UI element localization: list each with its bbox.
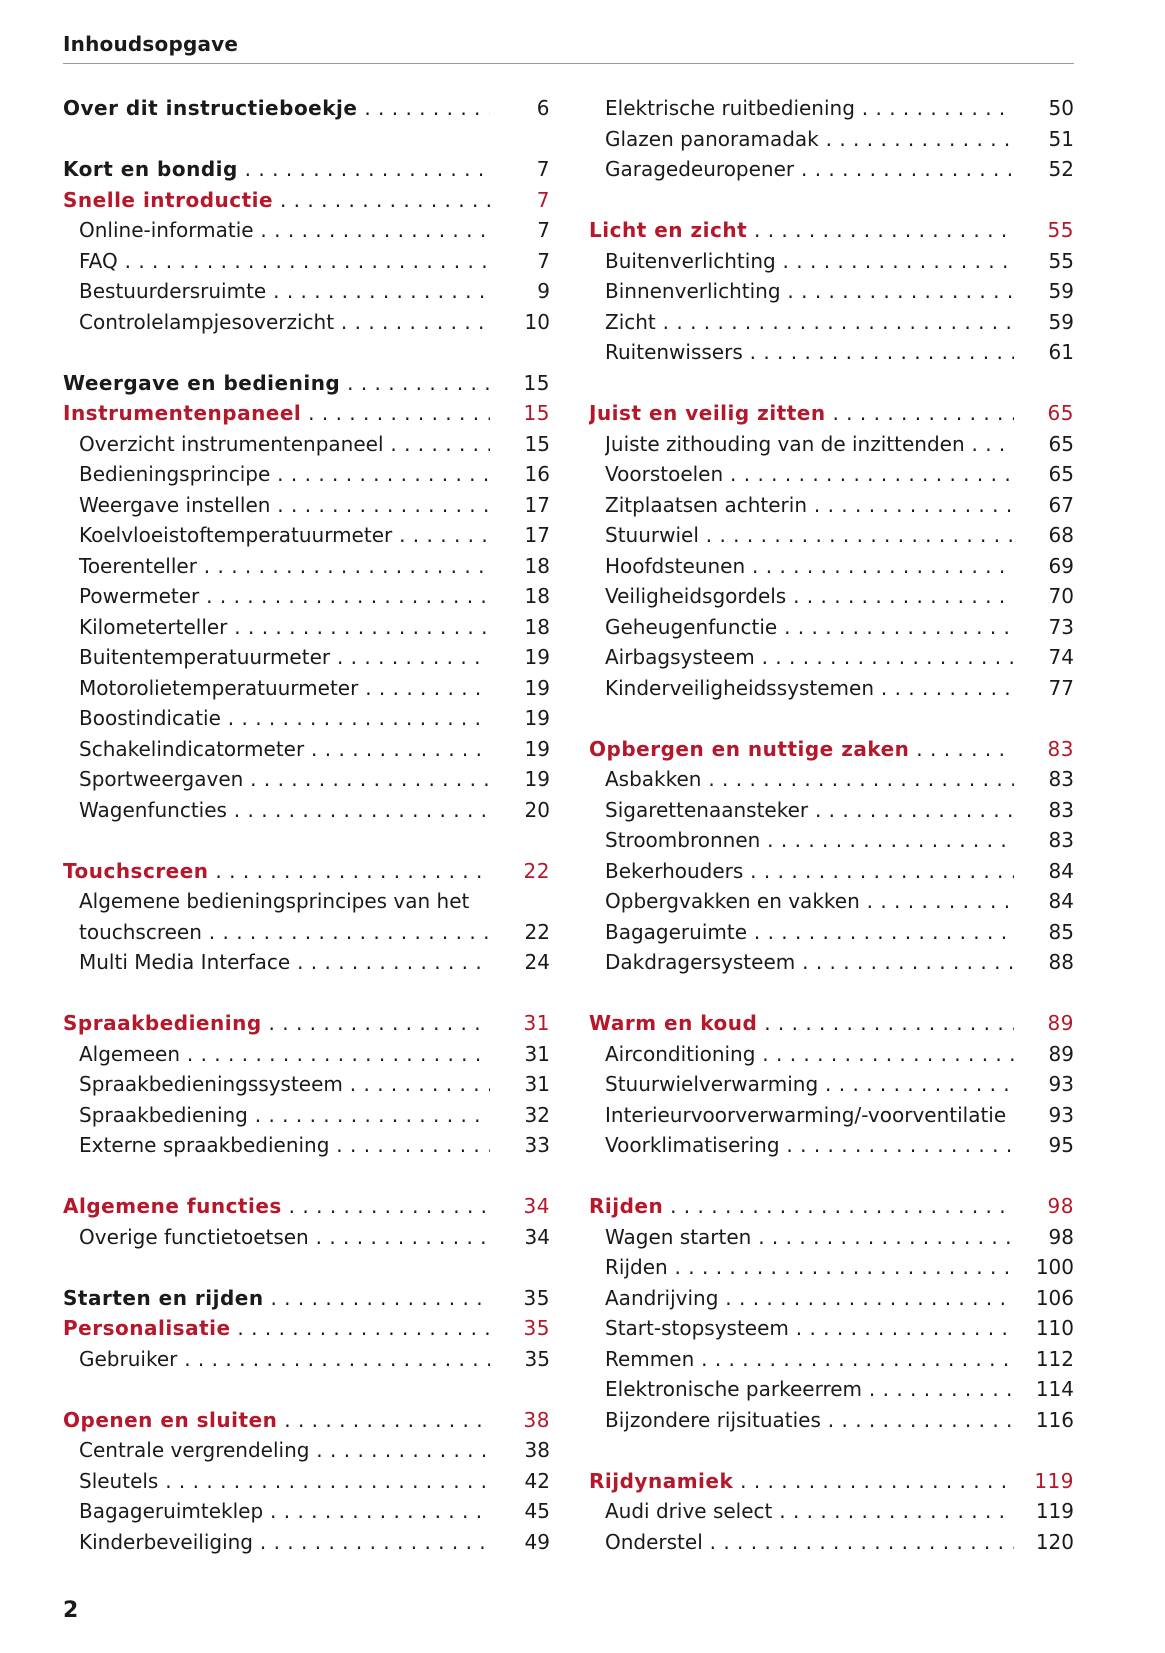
toc-entry-title: touchscreen . . .	[79, 917, 490, 948]
toc-entry-title: Buitenverlichting . . .	[605, 246, 1014, 277]
toc-entry-page: 17	[524, 523, 550, 547]
toc-entry-title: Online-informatie . . .	[79, 215, 490, 246]
toc-entry-bagageruimte[interactable]	[589, 917, 1074, 948]
toc-entry-title: Spraakbedieningssysteem . . .	[79, 1069, 490, 1100]
toc-entry-page: 116	[1035, 1407, 1074, 1432]
toc-entry-page: 45	[524, 1499, 550, 1523]
toc-entry-bekerhouders[interactable]	[589, 856, 1074, 887]
toc-entry-page: 67	[1048, 492, 1074, 517]
toc-chapter-weergave-en-bediening[interactable]	[63, 368, 550, 399]
toc-entry-page: 114	[1035, 1377, 1074, 1401]
toc-entry-bijzondere-rijsituaties[interactable]	[589, 1405, 1074, 1436]
toc-entry-title: Geheugenfunctie . . .	[605, 612, 1014, 643]
toc-entry-page: 7	[537, 218, 550, 242]
toc-chapter-instrumentenpaneel[interactable]	[63, 398, 550, 429]
page-number: 2	[63, 1598, 79, 1623]
toc-entry-buitentemperatuurmeter[interactable]	[63, 642, 550, 673]
toc-entry-title: Warm en koud . . .	[589, 1008, 1014, 1039]
toc-entry-title: Multi Media Interface . . .	[79, 947, 490, 978]
toc-entry-title: FAQ . . .	[79, 246, 490, 277]
toc-chapter-touchscreen[interactable]	[63, 856, 550, 887]
toc-chapter-kort-en-bondig[interactable]	[63, 154, 550, 185]
toc-entry-ruitenwissers[interactable]	[589, 337, 1074, 368]
toc-entry-page: 9	[537, 279, 550, 303]
toc-entry-sigarettenaansteker[interactable]	[589, 795, 1074, 826]
toc-entry-title: Opbergvakken en vakken . . .	[605, 886, 1014, 917]
page-header	[63, 30, 1074, 64]
toc-entry-page: 50	[1048, 96, 1074, 120]
toc-entry-schakelindicatormeter[interactable]	[63, 734, 550, 765]
toc-entry-title: Veiligheidsgordels . . .	[605, 581, 1014, 612]
toc-column-left	[63, 93, 550, 1557]
toc-entry-page: 31	[524, 1041, 550, 1066]
toc-entry-title: Bedieningsprincipe . . .	[79, 459, 490, 490]
page-title: Inhoudsopgave	[63, 32, 239, 56]
toc-entry-title: Toerenteller . . .	[79, 551, 490, 582]
toc-entry-title: Hoofdsteunen . . .	[605, 551, 1014, 582]
toc-entry-title: Algemene bedieningsprincipes van het	[79, 889, 470, 913]
toc-chapter-opbergen-en-nuttige-zaken[interactable]	[589, 734, 1074, 765]
toc-entry-title: Voorklimatisering . . .	[605, 1130, 1014, 1161]
toc-entry-page: 106	[1035, 1285, 1074, 1310]
toc-entry-page: 98	[1048, 1224, 1074, 1249]
toc-entry-elektronische-parkeerrem[interactable]	[589, 1374, 1074, 1405]
toc-entry-wagen-starten[interactable]	[589, 1222, 1074, 1253]
toc-entry-zicht[interactable]	[589, 307, 1074, 338]
toc-entry-title: Audi drive select . . .	[605, 1496, 1014, 1527]
toc-entry-page: 51	[1048, 126, 1074, 151]
toc-entry-title: Elektrische ruitbediening . . .	[605, 93, 1014, 124]
toc-entry-sleutels[interactable]	[63, 1466, 550, 1497]
toc-entry-title: Over dit instructieboekje . . .	[63, 93, 490, 124]
toc-entry-page: 24	[524, 950, 550, 974]
toc-entry-title: Interieurvoorverwarming/-voorventilatie . . .	[605, 1100, 1014, 1131]
toc-entry-title: Personalisatie . . .	[63, 1313, 490, 1344]
toc-entry-title: Gebruiker . . .	[79, 1344, 490, 1375]
toc-entry-page: 112	[1035, 1346, 1074, 1371]
toc-entry-title: Bagageruimteklep . . .	[79, 1496, 490, 1527]
toc-entry-page: 119	[1034, 1468, 1074, 1493]
toc-entry-title: Overige functietoetsen . . .	[79, 1222, 490, 1253]
toc-entry-page: 16	[524, 462, 550, 486]
toc-entry-title: Rijdynamiek . . .	[589, 1466, 1014, 1497]
toc-entry-hoofdsteunen[interactable]	[589, 551, 1074, 582]
toc-entry-title: Remmen . . .	[605, 1344, 1014, 1375]
toc-entry-title: Airbagsysteem . . .	[605, 642, 1014, 673]
toc-entry-koelvloeistoftemperatuurmeter[interactable]	[63, 520, 550, 551]
toc-entry-title: Spraakbediening . . .	[79, 1100, 490, 1131]
toc-entry-title: Buitentemperatuurmeter . . .	[79, 642, 490, 673]
toc-entry-page: 35	[524, 1346, 550, 1371]
toc-entry-wagenfuncties[interactable]	[63, 795, 550, 826]
toc-entry-algemeen[interactable]	[63, 1039, 550, 1070]
toc-entry-page: 95	[1048, 1133, 1074, 1157]
toc-entry-page: 73	[1048, 614, 1074, 639]
toc-entry-bestuurdersruimte[interactable]	[63, 276, 550, 307]
toc-entry-asbakken[interactable]	[589, 764, 1074, 795]
toc-entry-glazen-panoramadak[interactable]	[589, 124, 1074, 155]
toc-entry-title: Rijden . . .	[589, 1191, 1014, 1222]
toc-entry-title: Algemene functies . . .	[63, 1191, 490, 1222]
toc-entry-centrale-vergrendeling[interactable]	[63, 1435, 550, 1466]
toc-entry-page: 65	[1048, 431, 1074, 456]
toc-entry-title: Sigarettenaansteker . . .	[605, 795, 1014, 826]
toc-entry-sportweergaven[interactable]	[63, 764, 550, 795]
toc-entry-page: 35	[523, 1316, 550, 1340]
toc-entry-page: 98	[1047, 1194, 1074, 1218]
toc-chapter-rijden[interactable]	[589, 1191, 1074, 1222]
toc-entry-title: Elektronische parkeerrem . . .	[605, 1374, 1014, 1405]
toc-entry-page: 19	[524, 706, 550, 730]
toc-entry-title: Licht en zicht . . .	[589, 215, 1014, 246]
toc-entry-page: 83	[1048, 797, 1074, 822]
toc-entry-page: 35	[523, 1285, 550, 1310]
toc-entry-page: 65	[1048, 462, 1074, 486]
toc-entry-aandrijving[interactable]	[589, 1283, 1074, 1314]
toc-entry-page: 69	[1048, 553, 1074, 578]
toc-entry-title: Binnenverlichting . . .	[605, 276, 1014, 307]
toc-entry-page: 77	[1048, 675, 1074, 700]
toc-entry-title: Juiste zithouding van de inzittenden . . .	[605, 429, 1014, 460]
toc-entry-page: 19	[524, 736, 550, 761]
toc-entry-overige-functietoetsen[interactable]	[63, 1222, 550, 1253]
toc-entry-title: Snelle introductie . . .	[63, 185, 490, 216]
toc-entry-dakdragersysteem[interactable]	[589, 947, 1074, 978]
toc-entry-toerenteller[interactable]	[63, 551, 550, 582]
toc-entry-page: 34	[524, 1224, 550, 1249]
toc-entry-title: Instrumentenpaneel . . .	[63, 398, 490, 429]
toc-entry-title: Asbakken . . .	[605, 764, 1014, 795]
toc-entry-page: 15	[523, 370, 550, 395]
toc-entry-page: 15	[523, 401, 550, 425]
toc-entry-controlelampjesoverzicht[interactable]	[63, 307, 550, 338]
toc-chapter-rijdynamiek[interactable]	[589, 1466, 1074, 1497]
toc-entry-title: Overzicht instrumentenpaneel . . .	[79, 429, 490, 460]
toc-entry-title: Dakdragersysteem . . .	[605, 947, 1014, 978]
toc-entry-title: Onderstel . . .	[605, 1527, 1014, 1558]
toc-entry-page: 49	[524, 1529, 550, 1554]
toc-entry-page: 83	[1047, 736, 1074, 761]
toc-entry-title: Schakelindicatormeter . . .	[79, 734, 490, 765]
toc-entry-page: 20	[524, 797, 550, 822]
toc-entry-airbagsysteem[interactable]	[589, 642, 1074, 673]
toc-entry-title: Externe spraakbediening . . .	[79, 1130, 490, 1161]
toc-entry-page: 33	[524, 1133, 550, 1157]
toc-entry-title: Zicht . . .	[605, 307, 1014, 338]
toc-entry-title: Wagenfuncties . . .	[79, 795, 490, 826]
toc-entry-algemene-bedieningsprincipes-van-het[interactable]	[63, 886, 550, 917]
toc-entry-title: Wagen starten . . .	[605, 1222, 1014, 1253]
toc-entry-kinderveiligheidssystemen[interactable]	[589, 673, 1074, 704]
toc-entry-stuurwiel[interactable]	[589, 520, 1074, 551]
toc-entry-online-informatie[interactable]	[63, 215, 550, 246]
toc-entry-page: 52	[1048, 157, 1074, 181]
toc-chapter-juist-en-veilig-zitten[interactable]	[589, 398, 1074, 429]
toc-entry-onderstel[interactable]	[589, 1527, 1074, 1558]
toc-entry-title: Weergave en bediening . . .	[63, 368, 490, 399]
toc-entry-page: 42	[524, 1468, 550, 1493]
toc-entry-page: 74	[1048, 645, 1074, 669]
toc-entry-title: Bagageruimte . . .	[605, 917, 1014, 948]
toc-entry-title: Sleutels . . .	[79, 1466, 490, 1497]
toc-entry-page: 55	[1047, 218, 1074, 242]
toc-entry-title: Motorolietemperatuurmeter . . .	[79, 673, 490, 704]
toc-chapter-warm-en-koud[interactable]	[589, 1008, 1074, 1039]
toc-entry-title: Controlelampjesoverzicht . . .	[79, 307, 490, 338]
toc-chapter-snelle-introductie[interactable]	[63, 185, 550, 216]
toc-entry-juiste-zithouding-van-de-inzittenden[interactable]	[589, 429, 1074, 460]
toc-entry-page: 84	[1048, 858, 1074, 883]
toc-entry-title: Starten en rijden . . .	[63, 1283, 490, 1314]
toc-chapter-licht-en-zicht[interactable]	[589, 215, 1074, 246]
toc-entry-page: 68	[1048, 523, 1074, 547]
toc-entry-page: 19	[524, 645, 550, 669]
toc-entry-title: Airconditioning . . .	[605, 1039, 1014, 1070]
toc-entry-page: 85	[1048, 919, 1074, 944]
toc-entry-page: 119	[1035, 1499, 1074, 1523]
toc-entry-page: 59	[1048, 309, 1074, 334]
toc-entry-zitplaatsen-achterin[interactable]	[589, 490, 1074, 521]
toc-entry-stroombronnen[interactable]	[589, 825, 1074, 856]
toc-entry-page: 55	[1048, 248, 1074, 273]
toc-entry-title: Garagedeuropener . . .	[605, 154, 1014, 185]
toc-entry-voorklimatisering[interactable]	[589, 1130, 1074, 1161]
toc-entry-title: Zitplaatsen achterin . . .	[605, 490, 1014, 521]
toc-entry-title: Aandrijving . . .	[605, 1283, 1014, 1314]
toc-entry-title: Algemeen . . .	[79, 1039, 490, 1070]
toc-entry-page: 100	[1035, 1255, 1074, 1279]
toc-entry-page: 83	[1048, 767, 1074, 791]
toc-entry-page: 18	[524, 584, 550, 608]
toc-entry-audi-drive-select[interactable]	[589, 1496, 1074, 1527]
toc-entry-kilometerteller[interactable]	[63, 612, 550, 643]
toc-entry-voorstoelen[interactable]	[589, 459, 1074, 490]
toc-entry-title: Bijzondere rijsituaties . . .	[605, 1405, 1014, 1436]
toc-entry-title: Openen en sluiten . . .	[63, 1405, 490, 1436]
toc-entry-page: 93	[1048, 1102, 1074, 1127]
toc-entry-bedieningsprincipe[interactable]	[63, 459, 550, 490]
toc-entry-boostindicatie[interactable]	[63, 703, 550, 734]
toc-entry-faq[interactable]	[63, 246, 550, 277]
toc-entry-title: Weergave instellen . . .	[79, 490, 490, 521]
toc-entry-page: 6	[536, 96, 550, 120]
toc-entry-title: Stuurwielverwarming . . .	[605, 1069, 1014, 1100]
toc-entry-title: Stroombronnen . . .	[605, 825, 1014, 856]
toc-entry-page: 120	[1035, 1529, 1074, 1554]
toc-entry-gebruiker[interactable]	[63, 1344, 550, 1375]
toc-entry-page: 38	[523, 1407, 550, 1432]
toc-entry-title: Spraakbediening . . .	[63, 1008, 490, 1039]
toc-entry-rijden[interactable]	[589, 1252, 1074, 1283]
toc-chapter-personalisatie[interactable]	[63, 1313, 550, 1344]
toc-entry-geheugenfunctie[interactable]	[589, 612, 1074, 643]
toc-entry-title: Kinderbeveiliging . . .	[79, 1527, 490, 1558]
toc-entry-title: Koelvloeistoftemperatuurmeter . . .	[79, 520, 490, 551]
toc-entry-page: 83	[1048, 828, 1074, 852]
toc-entry-opbergvakken-en-vakken[interactable]	[589, 886, 1074, 917]
toc-entry-touchscreen[interactable]	[63, 917, 550, 948]
toc-entry-page: 65	[1047, 401, 1074, 425]
toc-entry-multi-media-interface[interactable]	[63, 947, 550, 978]
toc-chapter-algemene-functies[interactable]	[63, 1191, 550, 1222]
toc-entry-page: 70	[1048, 584, 1074, 608]
toc-entry-interieurvoorverwarming-voorventilatie[interactable]	[589, 1100, 1074, 1131]
toc-chapter-openen-en-sluiten[interactable]	[63, 1405, 550, 1436]
toc-entry-overzicht-instrumentenpaneel[interactable]	[63, 429, 550, 460]
toc-entry-veiligheidsgordels[interactable]	[589, 581, 1074, 612]
toc-entry-page: 59	[1048, 279, 1074, 303]
toc-entry-title: Kort en bondig . . .	[63, 154, 490, 185]
toc-entry-airconditioning[interactable]	[589, 1039, 1074, 1070]
toc-entry-page: 10	[524, 309, 550, 334]
toc-entry-page: 89	[1048, 1041, 1074, 1066]
toc-entry-title: Kilometerteller . . .	[79, 612, 490, 643]
toc-entry-page: 34	[523, 1194, 550, 1218]
toc-column-right	[589, 93, 1074, 1557]
toc-entry-page: 19	[524, 767, 550, 791]
toc-entry-externe-spraakbediening[interactable]	[63, 1130, 550, 1161]
toc-entry-page: 7	[537, 248, 550, 273]
toc-entry-title: Start-stopsysteem . . .	[605, 1313, 1014, 1344]
toc-entry-kinderbeveiliging[interactable]	[63, 1527, 550, 1558]
toc-entry-motorolietemperatuurmeter[interactable]	[63, 673, 550, 704]
toc-entry-title: Glazen panoramadak . . .	[605, 124, 1014, 155]
toc-entry-title: Sportweergaven . . .	[79, 764, 490, 795]
toc-entry-elektrische-ruitbediening[interactable]	[589, 93, 1074, 124]
toc-entry-bagageruimteklep[interactable]	[63, 1496, 550, 1527]
toc-entry-page: 61	[1048, 340, 1074, 364]
toc-entry-page: 17	[524, 492, 550, 517]
toc-entry-buitenverlichting[interactable]	[589, 246, 1074, 277]
toc-entry-title: Boostindicatie . . .	[79, 703, 490, 734]
toc-entry-page: 88	[1048, 950, 1074, 974]
toc-entry-title: Bekerhouders . . .	[605, 856, 1014, 887]
toc-chapter-over-dit-instructieboekje[interactable]	[63, 93, 550, 124]
toc-entry-page: 7	[536, 187, 550, 212]
toc-entry-page: 31	[523, 1011, 550, 1035]
toc-entry-remmen[interactable]	[589, 1344, 1074, 1375]
toc-entry-powermeter[interactable]	[63, 581, 550, 612]
toc-entry-spraakbedieningssysteem[interactable]	[63, 1069, 550, 1100]
toc-entry-page: 32	[524, 1102, 550, 1127]
toc-entry-binnenverlichting[interactable]	[589, 276, 1074, 307]
toc-chapter-starten-en-rijden[interactable]	[63, 1283, 550, 1314]
toc-entry-title: Ruitenwissers . . .	[605, 337, 1014, 368]
toc-entry-title: Touchscreen . . .	[63, 856, 490, 887]
toc-entry-page: 93	[1048, 1072, 1074, 1096]
toc-entry-start-stopsysteem[interactable]	[589, 1313, 1074, 1344]
toc-entry-title: Voorstoelen . . .	[605, 459, 1014, 490]
toc-entry-title: Kinderveiligheidssystemen . . .	[605, 673, 1014, 704]
toc-entry-page: 15	[524, 431, 550, 456]
toc-entry-title: Opbergen en nuttige zaken . . .	[589, 734, 1014, 765]
toc-entry-title: Juist en veilig zitten . . .	[589, 398, 1014, 429]
toc-entry-title: Powermeter . . .	[79, 581, 490, 612]
toc-entry-page: 31	[524, 1072, 550, 1096]
toc-entry-page: 89	[1047, 1011, 1074, 1035]
toc-entry-spraakbediening[interactable]	[63, 1100, 550, 1131]
toc-chapter-spraakbediening[interactable]	[63, 1008, 550, 1039]
toc-entry-weergave-instellen[interactable]	[63, 490, 550, 521]
toc-entry-title: Centrale vergrendeling . . .	[79, 1435, 490, 1466]
toc-entry-stuurwielverwarming[interactable]	[589, 1069, 1074, 1100]
toc-entry-page: 84	[1048, 889, 1074, 913]
toc-entry-page: 22	[524, 919, 550, 944]
toc-entry-page: 110	[1035, 1316, 1074, 1340]
toc-entry-page: 38	[524, 1438, 550, 1462]
toc-entry-page: 18	[524, 553, 550, 578]
toc-entry-page: 19	[524, 675, 550, 700]
toc-entry-title: Rijden . . .	[605, 1252, 1014, 1283]
toc-entry-page: 22	[523, 858, 550, 883]
toc-entry-title: Stuurwiel . . .	[605, 520, 1014, 551]
toc-entry-title: Bestuurdersruimte . . .	[79, 276, 490, 307]
toc-entry-page: 7	[536, 157, 550, 181]
toc-entry-page: 18	[524, 614, 550, 639]
toc-entry-garagedeuropener[interactable]	[589, 154, 1074, 185]
